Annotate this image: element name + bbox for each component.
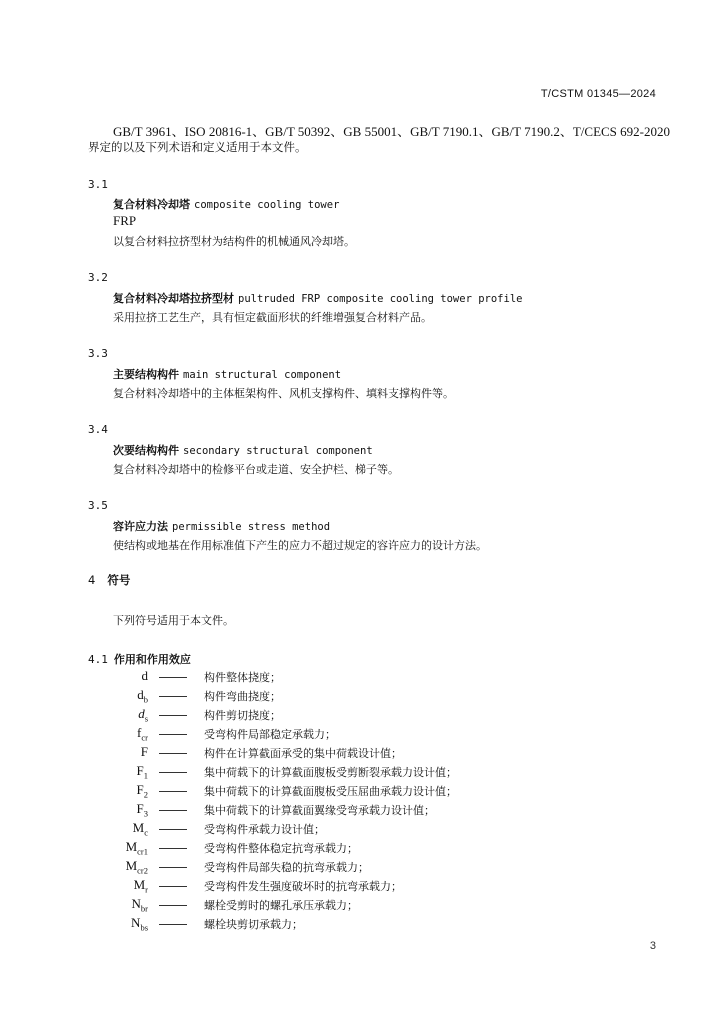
symbol: [0, 820, 148, 838]
term-zh: 复合材料冷却塔: [113, 198, 190, 211]
header-standard-code: T/CSTM 01345—2024: [540, 88, 656, 100]
symbol-definition: 集中荷载下的计算截面腹板受剪断裂承载力设计值；: [204, 766, 457, 779]
symbol: [0, 858, 148, 876]
term-en: secondary structural component: [183, 445, 373, 457]
symbol-subscript: 1: [143, 770, 148, 781]
symbol-definition: 构件整体挠度；: [204, 671, 281, 684]
symbol-definition: 受弯构件整体稳定抗弯承载力；: [204, 842, 358, 855]
symbol-definition: 螺栓受剪时的螺孔承压承载力；: [204, 899, 358, 912]
term-heading: [113, 366, 341, 382]
symbol-dash: [159, 848, 187, 849]
symbol-base: F: [140, 744, 148, 759]
symbol-base: F: [136, 763, 144, 778]
symbol-dash: [159, 867, 187, 868]
symbol-dash: [159, 791, 187, 792]
symbol-definition: 集中荷载下的计算截面腹板受压屈曲承载力设计值；: [204, 785, 457, 798]
symbol-subscript: 2: [143, 789, 148, 800]
symbol-base: N: [131, 896, 141, 911]
page-number: 3: [649, 940, 656, 952]
symbol-base: d: [137, 687, 144, 702]
intro-statement: 界定的以及下列术语和定义适用于本文件。: [88, 140, 307, 154]
term-number: 3.5: [88, 499, 108, 512]
symbol-dash: [159, 734, 187, 735]
symbol-dash: [159, 677, 187, 678]
term-heading: [113, 518, 330, 534]
term-zh: 容许应力法: [113, 520, 168, 533]
symbol-base: d: [141, 668, 148, 683]
symbol-subscript: r: [145, 884, 148, 895]
symbol: [0, 877, 148, 895]
symbol-base: f: [137, 725, 142, 740]
symbol: [0, 839, 148, 857]
symbol-definition: 受弯构件承载力设计值；: [204, 823, 325, 836]
term-zh: 次要结构构件: [113, 444, 179, 457]
term-zh: 复合材料冷却塔拉挤型材: [113, 292, 234, 305]
symbol: [0, 706, 148, 724]
symbol-dash: [159, 924, 187, 925]
section-number: 4.1: [88, 653, 108, 666]
symbol-dash: [159, 753, 187, 754]
symbol-definition: 受弯构件局部失稳的抗弯承载力；: [204, 861, 369, 874]
symbol-subscript: cr2: [137, 865, 148, 876]
term-definition: 以复合材料拉挤型材为结构件的机械通风冷却塔。: [113, 235, 355, 248]
section-title: 作用和作用效应: [113, 653, 191, 666]
term-definition: 复合材料冷却塔中的主体框架构件、风机支撑构件、填料支撑构件等。: [113, 387, 454, 400]
symbol-dash: [159, 905, 187, 906]
term-definition: 复合材料冷却塔中的检修平台或走道、安全护栏、梯子等。: [113, 463, 399, 476]
symbol-definition: 构件在计算截面承受的集中荷载设计值；: [204, 747, 402, 760]
symbol-subscript: 3: [143, 808, 148, 819]
symbol-dash: [159, 696, 187, 697]
term-en: main structural component: [183, 369, 342, 381]
chapter-number: 4: [88, 573, 96, 587]
symbol-definition: 受弯构件发生强度破坏时的抗弯承载力；: [204, 880, 402, 893]
symbol-subscript: s: [144, 713, 148, 724]
symbol-definition: 构件剪切挠度；: [204, 709, 281, 722]
term-en: permissible stress method: [172, 521, 331, 533]
symbol-dash: [159, 772, 187, 773]
symbol-dash: [159, 715, 187, 716]
chapter-intro: 下列符号适用于本文件。: [113, 614, 234, 627]
symbol-subscript: cr: [141, 732, 148, 743]
symbol-subscript: cr1: [137, 846, 148, 857]
section-heading: [88, 651, 191, 667]
symbol-base: M: [125, 839, 138, 854]
symbol-base: F: [136, 801, 144, 816]
symbol-definition: 受弯构件局部稳定承载力；: [204, 728, 336, 741]
term-zh: 主要结构构件: [113, 368, 179, 381]
symbol-base: M: [125, 858, 138, 873]
term-number: 3.3: [88, 347, 108, 360]
symbol-subscript: bs: [140, 922, 148, 933]
symbol: [0, 725, 148, 743]
chapter-heading: [88, 572, 130, 588]
term-abbreviation: FRP: [113, 213, 137, 228]
symbol: [0, 782, 148, 800]
symbol: [0, 687, 148, 705]
term-number: 3.4: [88, 423, 108, 436]
chapter-title: 符号: [107, 573, 131, 587]
symbol-subscript: c: [144, 827, 148, 838]
symbol-definition: 集中荷载下的计算截面翼缘受弯承载力设计值；: [204, 804, 435, 817]
term-heading: [113, 290, 522, 306]
symbol: [0, 801, 148, 819]
term-en: pultruded FRP composite cooling tower profile: [238, 293, 523, 305]
term-number: 3.2: [88, 271, 108, 284]
symbol-subscript: b: [143, 694, 148, 705]
symbol: [0, 896, 148, 914]
symbol-base: N: [131, 915, 141, 930]
term-definition: 使结构或地基在作用标准值下产生的应力不超过规定的容许应力的设计方法。: [113, 539, 487, 552]
symbol-dash: [159, 810, 187, 811]
symbol-definition: 螺栓块剪切承载力；: [204, 918, 303, 931]
symbol-base: M: [133, 877, 146, 892]
intro-standards-list: GB/T 3961、ISO 20816-1、GB/T 50392、GB 55001、GB/T 7190.1、GB/T 7190.2、T/CECS 692-2020: [113, 124, 670, 139]
symbol-subscript: br: [140, 903, 148, 914]
symbol-base: d: [138, 706, 145, 721]
symbol: [0, 668, 148, 684]
symbol-base: F: [136, 782, 144, 797]
term-definition: 采用拉挤工艺生产，具有恒定截面形状的纤维增强复合材料产品。: [113, 311, 432, 324]
symbol-dash: [159, 829, 187, 830]
symbol-base: M: [132, 820, 145, 835]
term-number: 3.1: [88, 178, 108, 191]
term-heading: [113, 442, 373, 458]
symbol: [0, 763, 148, 781]
symbol: [0, 744, 148, 760]
symbol-definition: 构件弯曲挠度；: [204, 690, 281, 703]
symbol-dash: [159, 886, 187, 887]
term-heading: [113, 196, 339, 212]
symbol: [0, 915, 148, 933]
term-en: composite cooling tower: [194, 199, 340, 211]
